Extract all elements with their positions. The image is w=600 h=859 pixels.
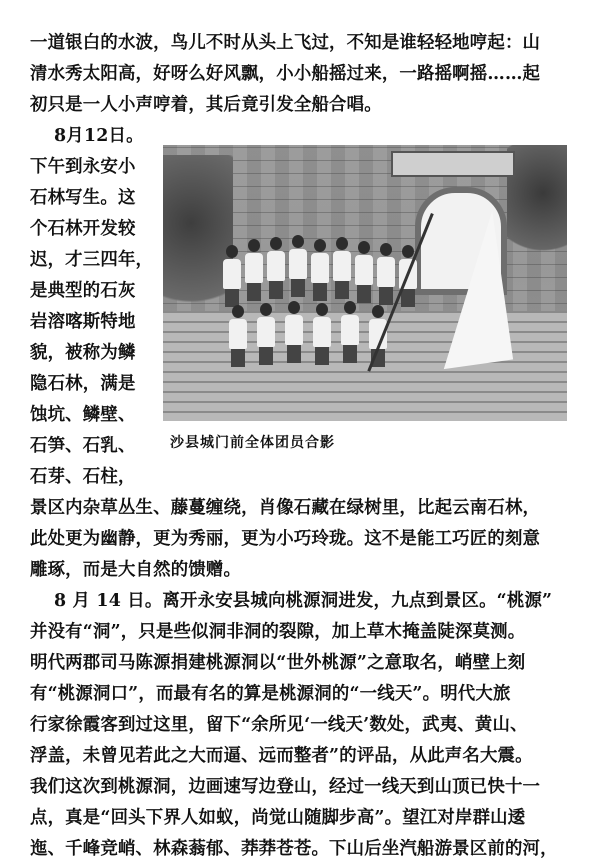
- text-line: 景区内杂草丛生、藤蔓缠绕，肖像石藏在绿树里，比起云南石林，: [30, 498, 541, 518]
- text-line: 貌，被称为鳞: [30, 343, 136, 363]
- text-line: 迤、千峰竞峭、林森蓊郁、莽莽苍苍。下山后坐汽船游景区前的河，: [30, 839, 558, 859]
- text-line: 石林写生。这: [30, 188, 136, 208]
- text-line: 蚀坑、鳞壁、: [30, 405, 136, 425]
- text-line: 有“桃源洞口”，而最有名的算是桃源洞的“一线天”。明代大旅: [30, 684, 511, 704]
- text-line: 行家徐霞客到过这里，留下“余所见‘一线天’数处，武夷、黄山、: [30, 715, 528, 735]
- text-line: 是典型的石灰: [30, 281, 136, 301]
- text-line: 初只是一人小声哼着，其后竟引发全船合唱。: [30, 95, 382, 115]
- text-line: 点，真是“回头下界人如蚁，尚觉山随脚步高”。望江对岸群山逶: [30, 808, 526, 828]
- text-line: 个石林开发较: [30, 219, 136, 239]
- text-line: 我们这次到桃源洞，边画速写边登山，经过一线天到山顶已快十一: [30, 777, 541, 797]
- text-line: 下午到永安小: [30, 157, 136, 177]
- text-line: 一道银白的水波，鸟儿不时从头上飞过，不知是谁轻轻地哼起：山: [30, 33, 541, 53]
- text-line: 石芽、石柱，: [30, 467, 136, 487]
- text-line: 隐石林，满是: [30, 374, 136, 394]
- text-line: 明代两郡司马陈源捐建桃源洞以“世外桃源”之意取名，峭壁上刻: [30, 653, 526, 673]
- photo-caption: 沙县城门前全体团员合影: [170, 435, 335, 451]
- group-of-people: [223, 235, 453, 385]
- text-line: 石笋、石乳、: [30, 436, 136, 456]
- text-line: 岩溶喀斯特地: [30, 312, 136, 332]
- text-line: 此处更为幽静，更为秀丽，更为小巧玲珑。这不是能工巧匠的刻意: [30, 529, 541, 549]
- group-photo: [163, 145, 567, 421]
- text-line: 并没有“洞”，只是些似洞非洞的裂隙，加上草木掩盖陡深莫测。: [30, 622, 526, 642]
- date-heading: 8月12日。: [54, 126, 144, 146]
- text-line: 8 月 14 日。离开永安县城向桃源洞进发，九点到景区。“桃源”: [54, 591, 553, 611]
- text-line: 迟，才三四年，: [30, 250, 154, 270]
- text-line: 浮盖，未曾见若此之大而逼、远而整者”的评品，从此声名大震。: [30, 746, 533, 766]
- text-line: 雕琢，而是大自然的馈赠。: [30, 560, 242, 580]
- text-line: 清水秀太阳高，好呀么好风飘，小小船摇过来，一路摇啊摇……起: [30, 64, 541, 84]
